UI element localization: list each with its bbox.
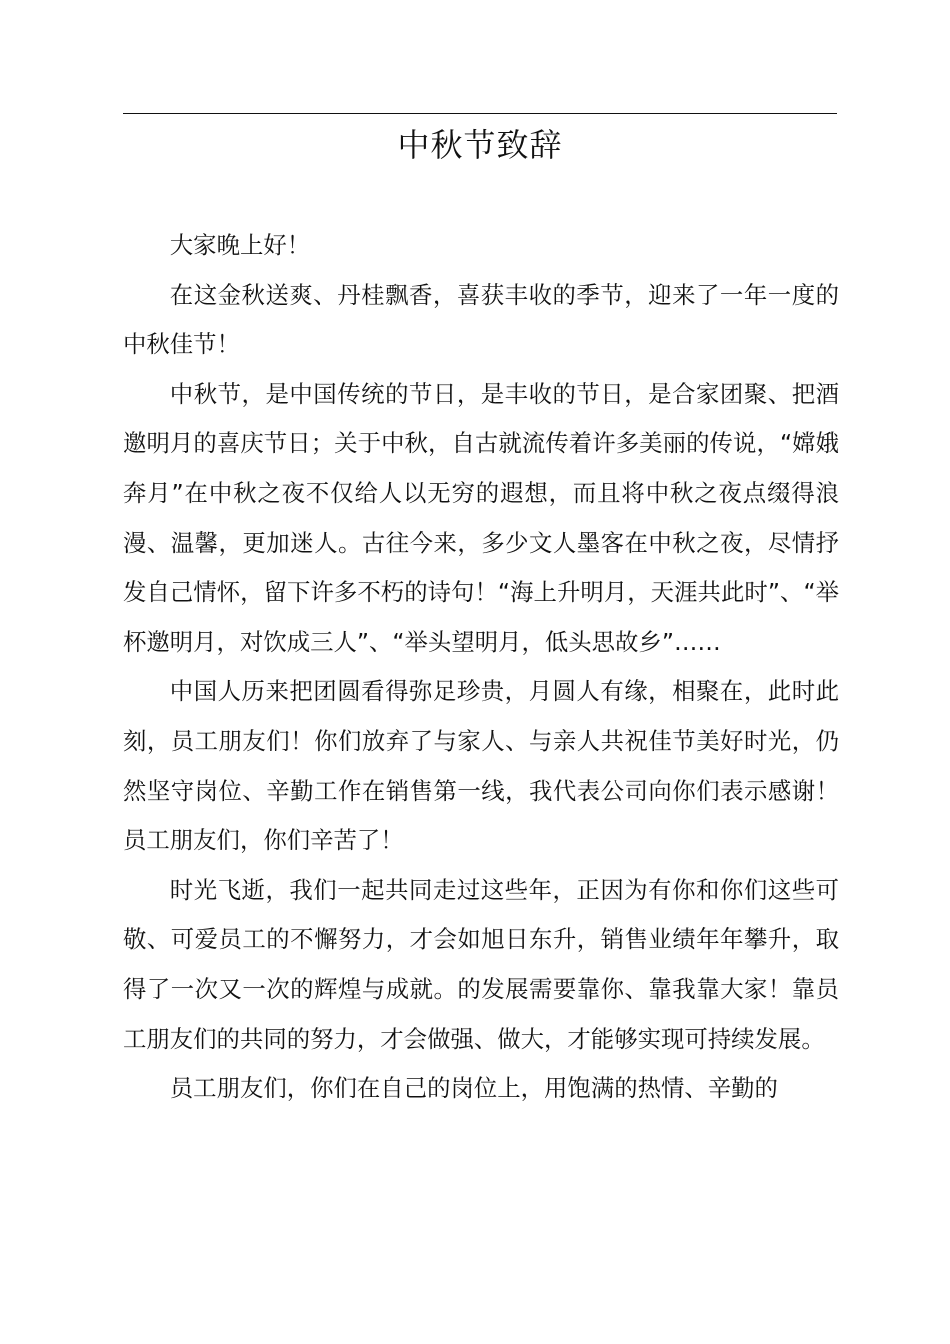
paragraph-greeting: 大家晚上好！ xyxy=(169,231,311,259)
paragraph-achievement: 时光飞逝，我们一起共同走过这些年，正因为有你和你们这些可敬、可爱员工的不懈努力，才会如旭日东升，销售业绩年年攀升，取得了一次又一次的辉煌与成就。的发展需要靠你、靠我靠大家！靠员工朋友们的共同的努力，才会做强、做大，才能够实现可持续发展。 xyxy=(123,875,839,1053)
paragraph-closing: 员工朋友们，你们在自己的岗位上，用饱满的热情、辛勤的 xyxy=(169,1074,778,1103)
document-title: 中秋节致辞 xyxy=(397,126,563,164)
paragraph-season: 在这金秋送爽、丹桂飘香，喜获丰收的季节，迎来了一年一度的中秋佳节！ xyxy=(123,280,839,359)
paragraph-tradition: 中秋节，是中国传统的节日，是丰收的节日，是合家团聚、把酒邀明月的喜庆节日；关于中秋，自古就流传着许多美丽的传说，“嫦娥奔月”在中秋之夜不仅给人以无穷的遐想，而且将中秋之夜点缀得浪漫、温馨，更加迷人。古往今来，多少文人墨客在中秋之夜，尽情抒发自己情怀，留下许多不朽的诗句！“海上升明月，天涯共此时”、“举杯邀明月，对饮成三人”、“举头望明月，低头思故乡”…… xyxy=(123,379,839,656)
paragraph-thanks: 中国人历来把团圆看得弥足珍贵，月圆人有缘，相聚在，此时此刻，员工朋友们！你们放弃了与家人、与亲人共祝佳节美好时光，仍然坚守岗位、辛勤工作在销售第一线，我代表公司向你们表示感谢！员工朋友们，你们辛苦了！ xyxy=(123,677,839,855)
document-body xyxy=(123,221,839,1114)
header-rule xyxy=(123,113,837,114)
